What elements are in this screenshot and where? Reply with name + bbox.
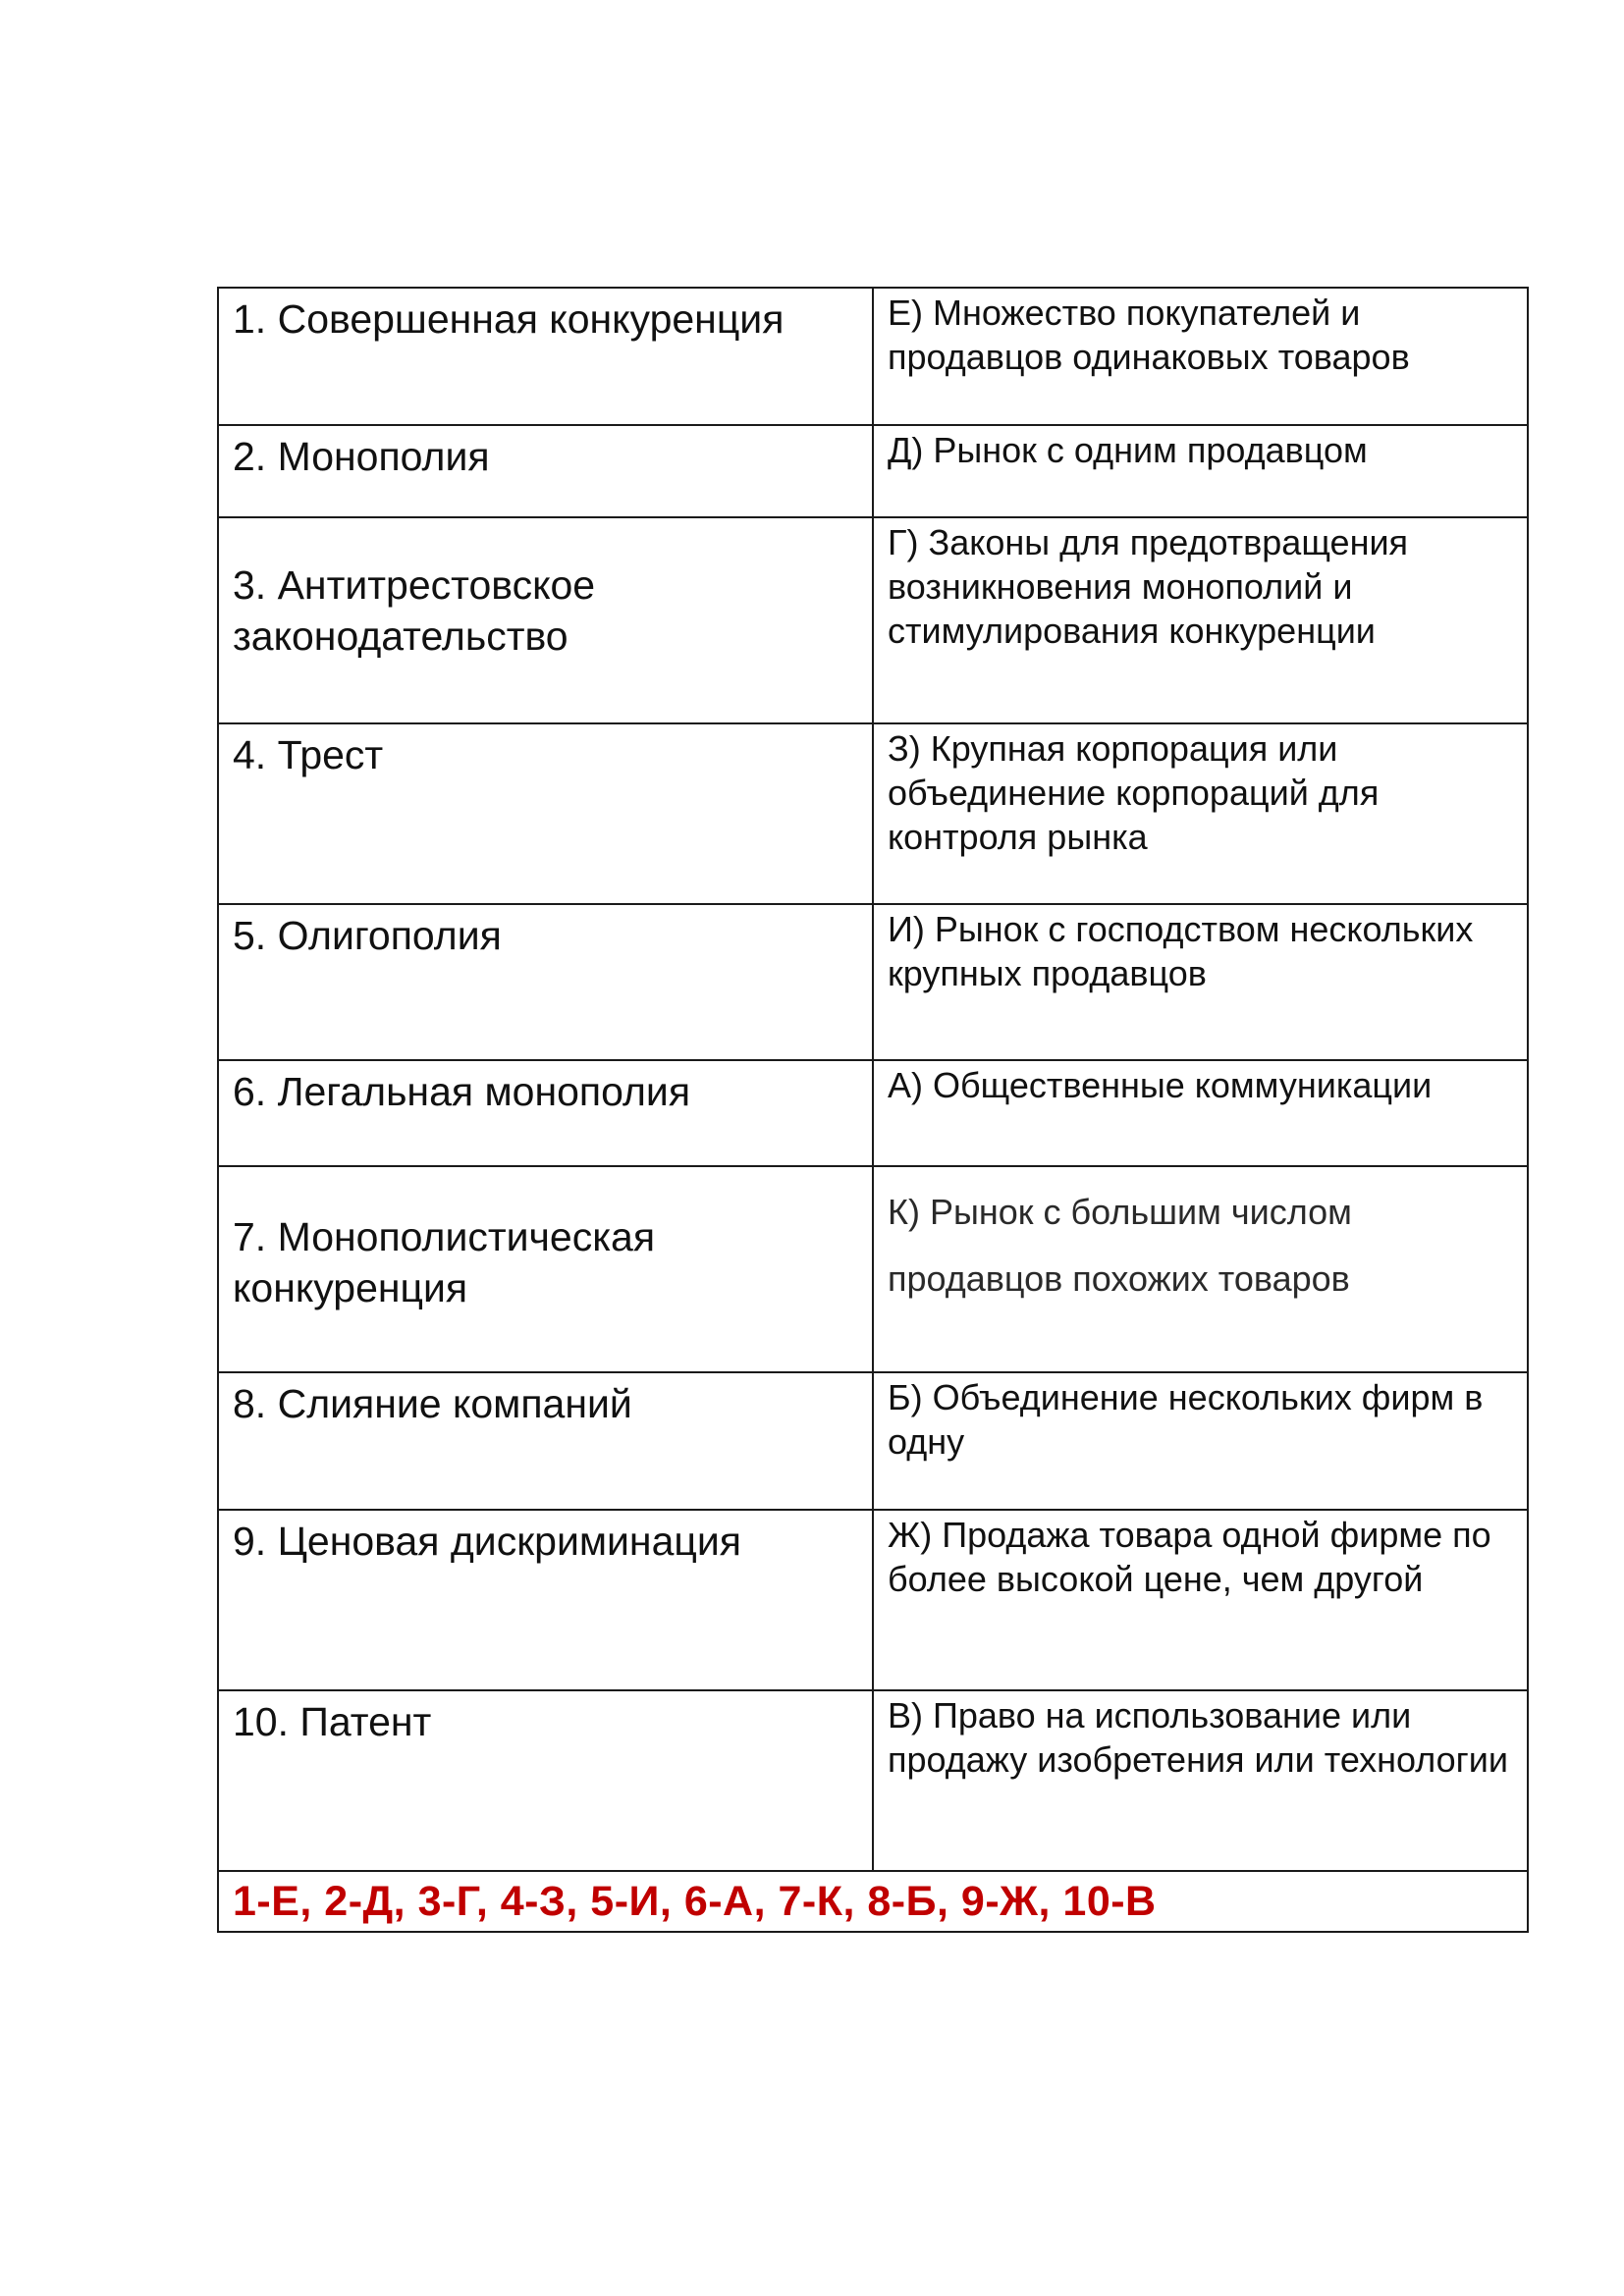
definition-text: З) Крупная корпорация или объединение корпораций для контроля рынка	[888, 728, 1380, 857]
definition-text: Г) Законы для предотвращения возникновения монополий и стимулирования конкуренции	[888, 522, 1409, 651]
definition-text: Е) Множество покупателей и продавцов одинаковых товаров	[888, 293, 1410, 377]
definition-text	[874, 1167, 1527, 1312]
table-row	[218, 904, 1528, 1060]
table-row	[218, 288, 1528, 425]
term-text: 6. Легальная монополия	[233, 1069, 691, 1114]
term-text: 5. Олигополия	[233, 913, 502, 958]
term-cell	[218, 1690, 873, 1871]
term-cell	[218, 1510, 873, 1690]
definition-cell	[873, 517, 1528, 723]
table-row	[218, 723, 1528, 904]
answer-row	[218, 1871, 1528, 1932]
term-text: 4. Трест	[233, 732, 384, 777]
term-cell	[218, 425, 873, 517]
term-cell	[218, 1166, 873, 1372]
definition-text: Б) Объединение нескольких фирм в одну	[888, 1377, 1484, 1462]
table-row	[218, 1060, 1528, 1166]
term-cell	[218, 288, 873, 425]
term-cell	[218, 723, 873, 904]
term-cell	[218, 904, 873, 1060]
definition-cell	[873, 1510, 1528, 1690]
definition-text: И) Рынок с господством нескольких крупных продавцов	[888, 909, 1474, 993]
term-text: 9. Ценовая дискриминация	[233, 1519, 741, 1564]
table-row	[218, 1690, 1528, 1871]
definition-cell	[873, 904, 1528, 1060]
definition-cell	[873, 1372, 1528, 1510]
term-text: 3. Антитрестовское законодательство	[233, 562, 596, 659]
term-text: 7. Монополистическая конкуренция	[233, 1214, 656, 1310]
definition-text-content: К) Рынок с большим числом продавцов похожих товаров	[888, 1192, 1352, 1299]
table-row	[218, 1372, 1528, 1510]
definition-cell	[873, 288, 1528, 425]
term-cell	[218, 517, 873, 723]
matching-table	[217, 287, 1529, 1933]
definition-text: Ж) Продажа товара одной фирме по более высокой цене, чем другой	[888, 1515, 1491, 1599]
table-row	[218, 1166, 1528, 1372]
definition-cell	[873, 1060, 1528, 1166]
answer-cell	[218, 1871, 1528, 1932]
definition-text: А) Общественные коммуникации	[888, 1065, 1433, 1105]
definition-cell	[873, 1166, 1528, 1372]
definition-cell	[873, 1690, 1528, 1871]
table-row	[218, 425, 1528, 517]
term-text: 1. Совершенная конкуренция	[233, 296, 785, 342]
answer-key: 1-Е, 2-Д, 3-Г, 4-З, 5-И, 6-А, 7-К, 8-Б, 9-Ж, 10-В	[233, 1878, 1157, 1925]
table-row	[218, 1510, 1528, 1690]
term-text: 10. Патент	[233, 1699, 432, 1744]
term-cell	[218, 1372, 873, 1510]
definition-text: Д) Рынок с одним продавцом	[888, 430, 1368, 470]
term-text: 2. Монополия	[233, 434, 490, 479]
definition-cell	[873, 425, 1528, 517]
definition-cell	[873, 723, 1528, 904]
term-cell	[218, 1060, 873, 1166]
term-text: 8. Слияние компаний	[233, 1381, 632, 1426]
definition-text: В) Право на использование или продажу изобретения или технологии	[888, 1695, 1508, 1780]
table-row	[218, 517, 1528, 723]
